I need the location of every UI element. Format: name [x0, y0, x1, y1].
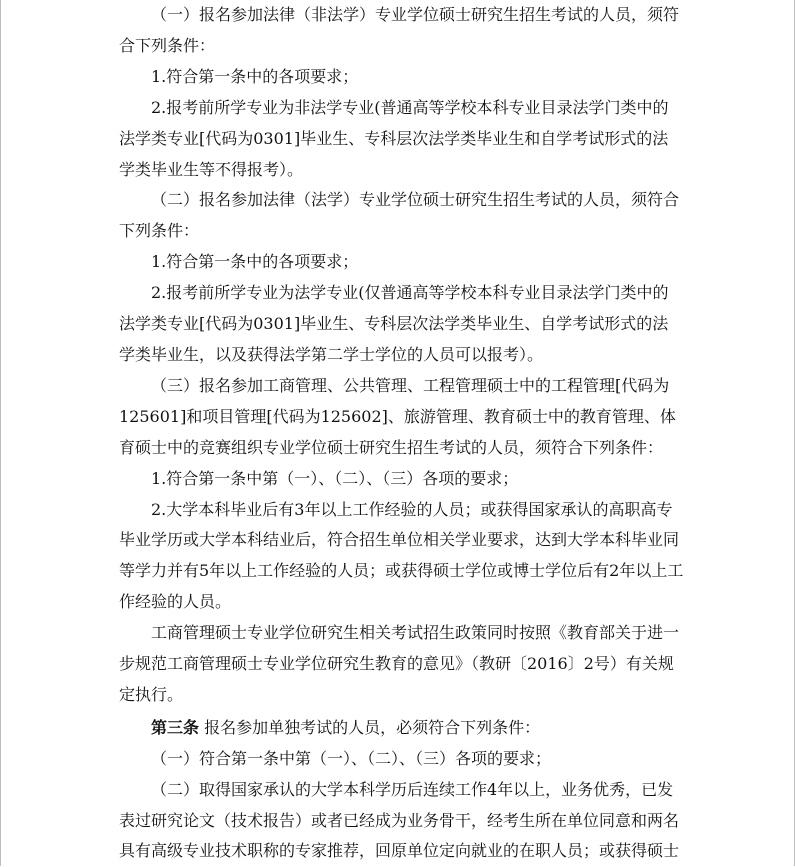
article-3-item-1: （一）符合第一条中第（一）、（二）、（三）各项的要求；	[151, 748, 552, 768]
paragraph-1: （一）报名参加法律（非法学）专业学位硕士研究生招生考试的人员，须符合下列条件：	[119, 5, 680, 55]
article-3-body: 报名参加单独考试的人员，必须符合下列条件：	[204, 717, 541, 737]
paragraph-3-item-1: 1.符合第一条中第（一）、（二）、（三）各项的要求；	[151, 468, 519, 488]
article-3-item-2: （二）取得国家承认的大学本科学历后连续工作4年以上，业务优秀，已发表过研究论文（技术报告）或者已经成为业务骨干，经考生所在单位同意和两名具有高级专业技术职称的专家推荐，回原单位定向就业的在职人员；或获得硕士	[119, 779, 680, 861]
paragraph-3-item-2: 2.大学本科毕业后有3年以上工作经验的人员；或获得国家承认的高职高专毕业学历或大学本科结业后，符合招生单位相关学业要求，达到大学本科毕业同等学力并有5年以上工作经验的人员；或获得硕士学位或博士学位后有2年以上工作经验的人员。	[119, 499, 684, 612]
document-body	[119, 0, 684, 867]
article-3-heading: 第三条	[151, 717, 200, 737]
article-3-line	[119, 713, 684, 744]
paragraph-1-item-1: 1.符合第一条中的各项要求；	[151, 66, 359, 86]
paragraph-2-item-1: 1.符合第一条中的各项要求；	[151, 252, 359, 272]
paragraph-mba-policy: 工商管理硕士专业学位研究生相关考试招生政策同时按照《教育部关于进一步规范工商管理硕士专业学位研究生教育的意见》（教研〔2016〕2号）有关规定执行。	[119, 623, 680, 704]
paragraph-1-item-2: 2.报考前所学专业为非法学专业(普通高等学校本科专业目录法学门类中的法学类专业[代码为0301]毕业生、专科层次法学类毕业生和自学考试形式的法学类毕业生等不得报考）。	[119, 97, 669, 179]
paragraph-2-item-2: 2.报考前所学专业为法学专业(仅普通高等学校本科专业目录法学门类中的法学类专业[代码为0301]毕业生、专科层次法学类毕业生、自学考试形式的法学类毕业生，以及获得法学第二学士学位的人员可以报考）。	[119, 283, 669, 364]
paragraph-3: （三）报名参加工商管理、公共管理、工程管理硕士中的工程管理[代码为125601]和项目管理[代码为125602]、旅游管理、教育硕士中的教育管理、体育硕士中的竞赛组织专业学位硕士研究生招生考试的人员，须符合下列条件：	[119, 375, 676, 457]
paragraph-2: （二）报名参加法律（法学）专业学位硕士研究生招生考试的人员，须符合下列条件：	[119, 190, 680, 241]
